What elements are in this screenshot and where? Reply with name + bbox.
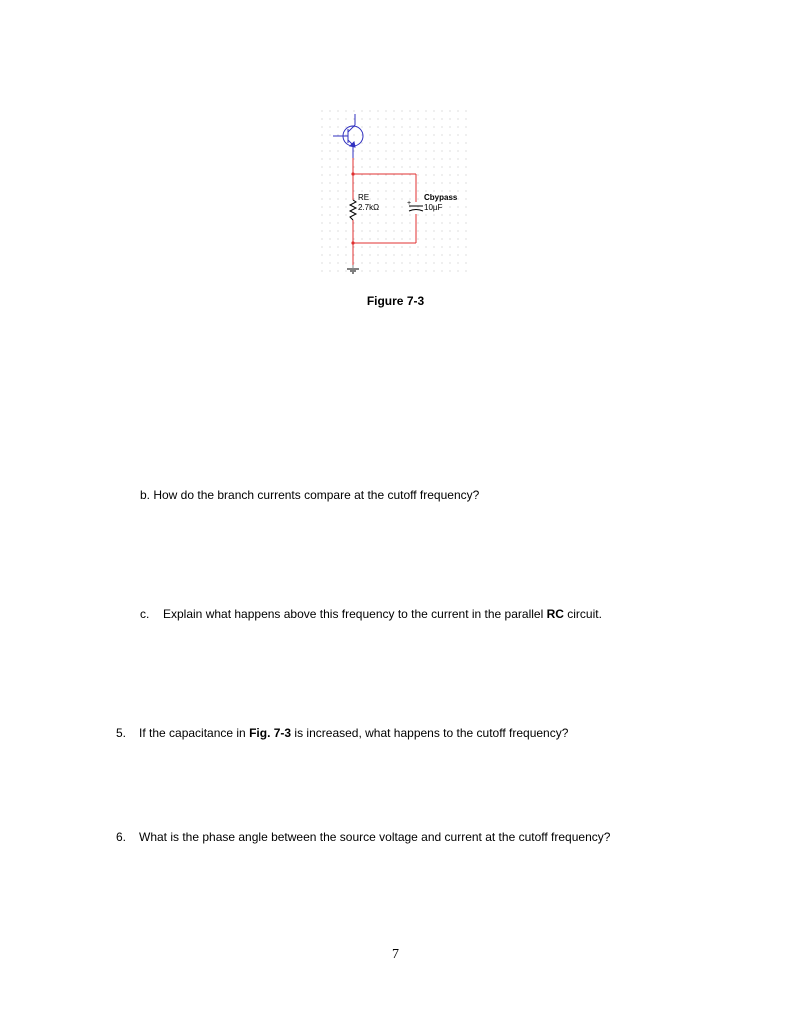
capacitor-name-label: Cbypass — [424, 193, 458, 202]
question-6-number: 6. — [116, 830, 127, 844]
question-c-label: c. — [140, 607, 150, 621]
resistor-name-label: RE — [358, 193, 370, 202]
page-number: 7 — [392, 947, 399, 962]
junction-dot-top — [351, 172, 354, 175]
question-c-text-after: circuit. — [563, 607, 602, 621]
junction-dot-bottom — [351, 241, 354, 244]
circuit-figure — [321, 110, 469, 278]
question-c-text-before: Explain what happens above this frequency to the current in the parallel — [163, 607, 547, 621]
question-b — [140, 488, 479, 502]
question-5-bold: Fig. 7-3 — [249, 726, 292, 740]
capacitor-value-label: 10µF — [424, 203, 443, 212]
question-c-bold: RC — [546, 607, 564, 621]
question-b-text: b. How do the branch currents compare at the cutoff frequency? — [140, 488, 480, 502]
figure-caption: Figure 7-3 — [366, 294, 425, 308]
circuit-schematic — [321, 110, 469, 278]
question-c — [140, 607, 602, 621]
question-6-text: What is the phase angle between the source voltage and current at the cutoff frequency? — [139, 830, 611, 844]
question-6 — [116, 830, 610, 844]
question-5-text-after: is increased, what happens to the cutoff frequency? — [291, 726, 569, 740]
capacitor-polarity-label: + — [407, 200, 412, 207]
question-5 — [116, 726, 568, 740]
resistor-value-label: 2.7kΩ — [358, 203, 380, 212]
question-5-text-before: If the capacitance in — [139, 726, 250, 740]
question-5-number: 5. — [116, 726, 127, 740]
